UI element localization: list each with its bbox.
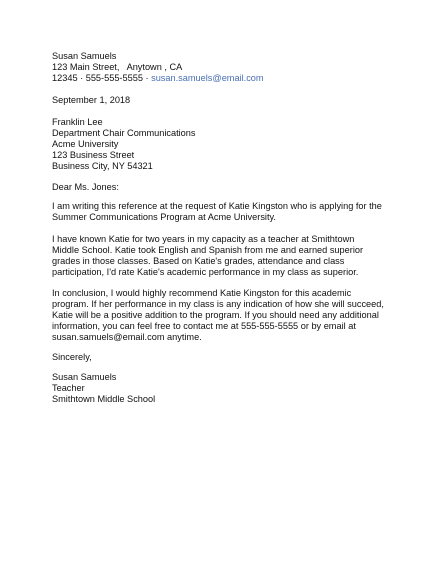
sender-zip-phone: 12345 · 555-555-5555 ·: [52, 73, 152, 84]
body-paragraph-3: [52, 288, 397, 343]
paragraph-line: program. If her performance in my class is any indication of how she will succeed,: [52, 299, 384, 310]
paragraph-line: Summer Communications Program at Acme University.: [52, 212, 276, 223]
sender-block: [52, 51, 397, 84]
sender-address: 123 Main Street, Anytown , CA: [52, 62, 183, 73]
closing: Sincerely,: [52, 352, 92, 362]
salutation: Dear Ms. Jones:: [52, 182, 119, 192]
recipient-organization: Acme University: [52, 139, 119, 150]
paragraph-line: In conclusion, I would highly recommend Katie Kingston for this academic: [52, 288, 352, 298]
salutation-block: [52, 182, 397, 193]
recipient-name: Franklin Lee: [52, 117, 103, 127]
signature-school: Smithtown Middle School: [52, 394, 156, 405]
paragraph-line: I have known Katie for two years in my capacity as a teacher at Smithtown: [52, 234, 355, 244]
recipient-city-state-zip: Business City, NY 54321: [52, 161, 153, 172]
sender-contact-line: [52, 73, 397, 84]
body-paragraph-2: [52, 234, 397, 278]
sender-email-link[interactable]: susan.samuels@email.com: [151, 73, 264, 84]
paragraph-line: participation, I'd rate Katie's academic performance in my class as superior.: [52, 267, 359, 278]
paragraph-line: susan.samuels@email.com anytime.: [52, 332, 202, 343]
letter-date-block: [52, 95, 397, 106]
closing-block: [52, 352, 397, 363]
paragraph-line: I am writing this reference at the request of Katie Kingston who is applying for the: [52, 201, 382, 211]
body-paragraph-1: [52, 201, 397, 223]
paragraph-line: grades in those classes. Based on Katie's grades, attendance and class: [52, 256, 345, 267]
paragraph-line: Middle School. Katie took English and Spanish from me and earned superior: [52, 245, 364, 256]
signature-name: Susan Samuels: [52, 372, 117, 382]
recipient-street: 123 Business Street: [52, 150, 135, 161]
letter-date: September 1, 2018: [52, 95, 131, 105]
paragraph-line: information, you can feel free to contact me at 555-555-5555 or by email at: [52, 321, 356, 332]
paragraph-line: Katie will be a positive addition to the program. If you should need any additional: [52, 310, 379, 321]
recipient-title: Department Chair Communications: [52, 128, 196, 139]
sender-name: Susan Samuels: [52, 51, 117, 61]
signature-title: Teacher: [52, 383, 85, 394]
signature-block: [52, 372, 397, 405]
recipient-block: [52, 117, 397, 172]
